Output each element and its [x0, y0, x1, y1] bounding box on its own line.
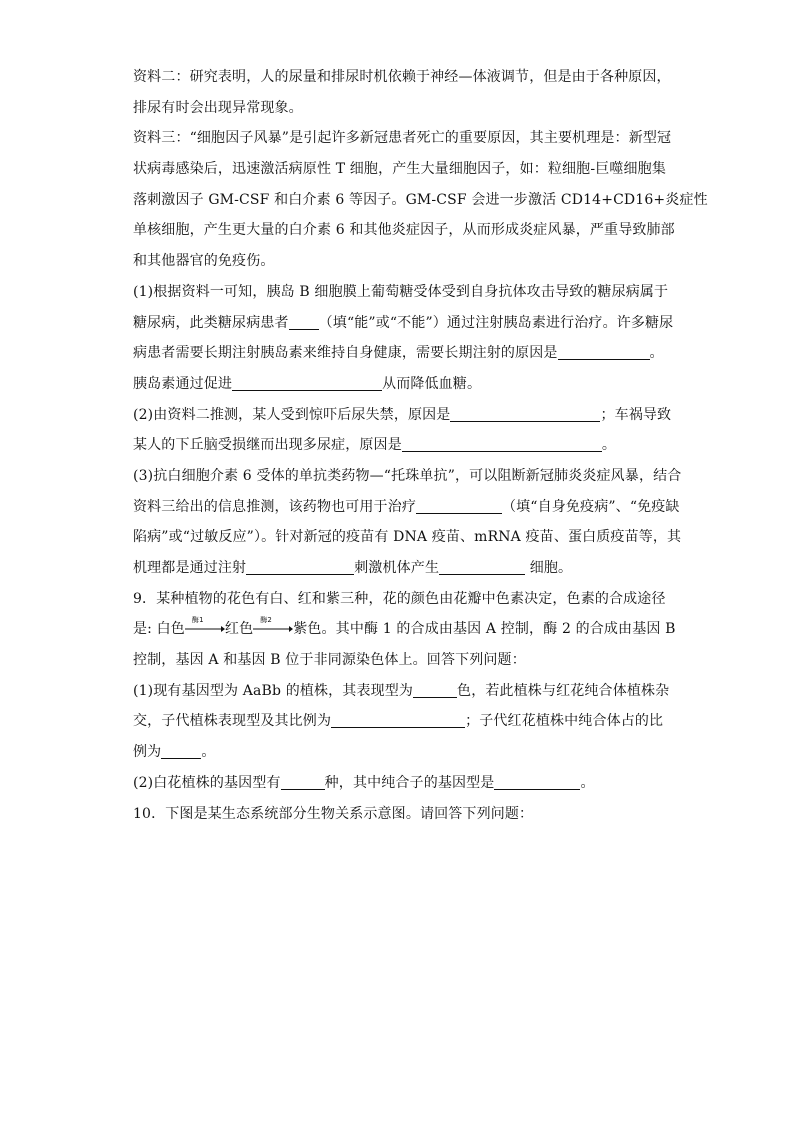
arrow-icon	[253, 625, 293, 633]
text-span: 从而降低血糖。	[382, 375, 482, 392]
text-line: 单核细胞，产生更大量的白介素 6 和其他炎症因子，从而形成炎症风暴，严重导致肺部	[133, 222, 675, 239]
text-span: 是: 白色	[133, 621, 185, 638]
answer-blank[interactable]	[246, 558, 354, 575]
text-span: 。	[201, 744, 216, 761]
answer-blank[interactable]	[232, 374, 382, 391]
text-line	[133, 706, 663, 737]
answer-blank[interactable]	[161, 742, 201, 759]
text-span: 色，若此植株与红花纯合体植株杂	[457, 682, 670, 699]
text-span: 例为	[133, 744, 162, 761]
text-span: ；子代红花植株中纯合体占的比	[465, 713, 664, 730]
answer-blank[interactable]	[416, 497, 502, 514]
answer-blank[interactable]	[413, 681, 457, 698]
answer-blank[interactable]	[439, 558, 525, 575]
text-span: 。	[649, 345, 664, 362]
text-line: 状病毒感染后，迅速激活病原性 T 细胞，产生大量细胞因子，如：粒细胞-巨噬细胞集	[133, 161, 666, 178]
answer-blank[interactable]	[494, 773, 580, 790]
text-line	[133, 614, 676, 645]
text-line: 资料三：“细胞因子风暴”是引起许多新冠患者死亡的重要原因，其主要机理是：新型冠	[133, 130, 672, 147]
answer-blank[interactable]	[402, 435, 602, 452]
pathway-arrow	[253, 616, 293, 635]
question-10-stem: 10．下图是某生态系统部分生物关系示意图。请回答下列问题：	[133, 805, 534, 822]
enzyme-label: 酶2	[260, 616, 272, 625]
text-span: (1)现有基因型为 AaBb 的植株，其表现型为	[133, 682, 414, 699]
text-line	[133, 737, 663, 768]
pathway-arrow	[185, 616, 225, 635]
text-line	[133, 400, 672, 431]
arrow-icon	[185, 625, 225, 633]
text-span: 红色	[224, 621, 254, 638]
answer-blank[interactable]	[558, 343, 650, 360]
text-span: （填“自身免疫病”、“免疫缺	[502, 498, 680, 515]
text-line: 和其他器官的免疫伤。	[133, 253, 275, 270]
text-span: (2)由资料二推测，某人受到惊吓后尿失禁，原因是	[133, 406, 451, 423]
document-content	[133, 62, 708, 829]
text-span: 资料三给出的信息推测，该药物也可用于治疗	[133, 498, 416, 515]
answer-blank[interactable]	[289, 313, 319, 330]
text-line	[133, 553, 663, 584]
text-line: 资料二：研究表明，人的尿量和排尿时机依赖于神经—体液调节，但是由于各种原因，	[133, 69, 671, 85]
text-line: (1)根据资料一可知，胰岛 B 细胞膜上葡萄糖受体受到自身抗体攻击导致的糖尿病属于	[133, 283, 669, 300]
text-span: 胰岛素通过促进	[133, 375, 233, 392]
enzyme-label: 酶1	[191, 616, 204, 625]
text-span: 某人的下丘脑受损继而出现多尿症，原因是	[133, 437, 402, 454]
text-span: ；车祸导致	[600, 406, 672, 423]
text-span: 紫色。其中酶 1 的合成由基因 A 控制，酶 2 的合成由基因 B	[293, 621, 676, 638]
text-span: 刺激机体产生	[354, 560, 440, 576]
text-line: 控制，基因 A 和基因 B 位于非同源染色体上。回答下列问题：	[133, 652, 526, 669]
text-line: 落刺激因子 GM-CSF 和白介素 6 等因子。GM-CSF 会进一步激活 CD14+CD16+炎症性	[133, 191, 708, 208]
text-line	[133, 676, 670, 707]
text-line	[133, 430, 663, 461]
text-line	[133, 768, 663, 799]
text-span: （填“能”或“不能”）通过注射胰岛素进行治疗。许多糖尿	[318, 314, 674, 331]
text-span: 交，子代植株表现型及其比例为	[133, 713, 332, 730]
answer-blank[interactable]	[450, 405, 600, 422]
text-span: 机理都是通过注射	[133, 560, 247, 576]
text-span: 。	[580, 774, 595, 791]
text-span: (2)白花植株的基因型有	[133, 774, 281, 791]
text-line	[133, 492, 680, 523]
text-line: (3)抗白细胞介素 6 受体的单抗类药物—“托珠单抗”，可以阻断新冠肺炎炎症风暴，结合	[133, 467, 682, 484]
text-line: 排尿有时会出现异常现象。	[133, 99, 303, 116]
text-line	[133, 369, 663, 400]
text-span: 种，其中纯合子的基因型是	[324, 774, 495, 791]
text-span: 。	[601, 437, 617, 454]
answer-blank[interactable]	[281, 773, 325, 790]
question-9-stem: 9．某种植物的花色有白、红和紫三种，花的颜色由花瓣中色素决定，色素的合成途径	[133, 590, 666, 607]
text-span: 糖尿病，此类糖尿病患者	[133, 314, 289, 331]
text-line	[133, 308, 674, 339]
answer-blank[interactable]	[331, 711, 465, 728]
text-span: 病患者需要长期注射胰岛素来维持自身健康，需要长期注射的原因是	[133, 345, 558, 362]
text-span: 细胞。	[525, 560, 573, 576]
text-line: 陷病”或“过敏反应”）。针对新冠的疫苗有 DNA 疫苗、mRNA 疫苗、蛋白质疫苗等，其	[133, 529, 682, 546]
text-line	[133, 338, 663, 369]
